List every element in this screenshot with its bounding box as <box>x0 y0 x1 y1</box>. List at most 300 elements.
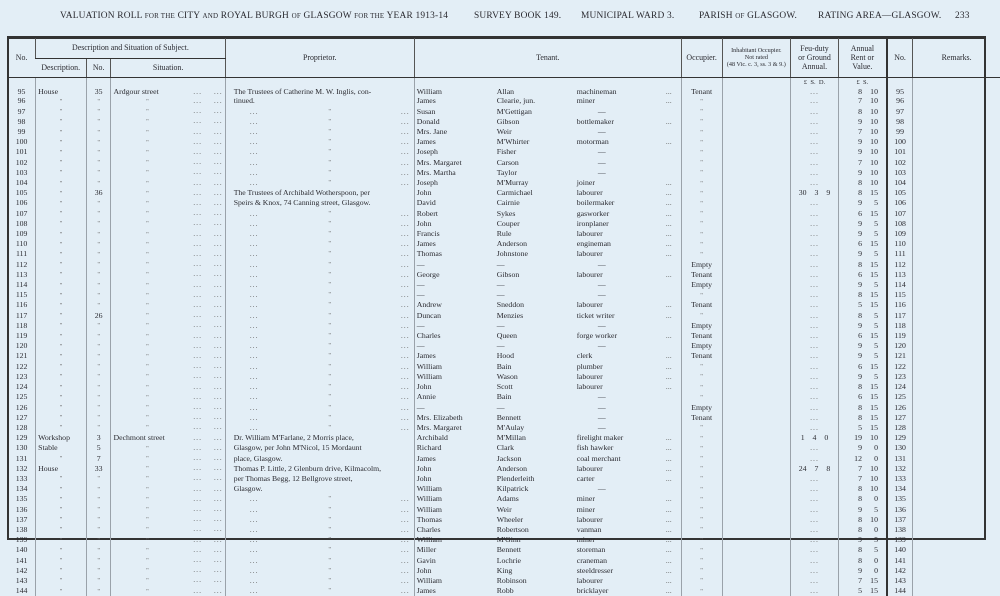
tenant-first-name: Thomas <box>416 249 442 259</box>
dots-leader: ... <box>193 453 203 463</box>
dots-leader: ... <box>213 585 223 595</box>
row-number-text: 120 <box>15 341 28 351</box>
proprietor-cell <box>225 157 414 167</box>
description-text: " <box>59 332 63 340</box>
proprietor-cell <box>225 433 414 443</box>
remarks-cell <box>913 555 1000 565</box>
dots-leader: ... <box>193 340 203 350</box>
tenant-first-name: Miller <box>416 545 437 555</box>
description-cell <box>36 116 87 126</box>
tenant-surname: Adams <box>496 494 519 504</box>
situation-text: " <box>146 312 149 320</box>
row-number-text: 111 <box>16 249 28 259</box>
tenant-surname: Anderson <box>496 239 528 249</box>
proprietor-cell <box>225 331 414 341</box>
dots-leader: ... <box>213 238 223 248</box>
ditto-mark: " <box>328 515 332 523</box>
row-number-right <box>887 361 913 371</box>
tenant-surname: — <box>496 402 505 412</box>
inhabitant-cell <box>722 116 791 126</box>
feu-duty-text: ... <box>810 269 819 279</box>
situation-text: " <box>146 536 149 544</box>
dots-leader: ... <box>213 187 223 197</box>
ditto-mark: " <box>328 321 332 329</box>
remarks-cell <box>913 535 1000 545</box>
table-row <box>8 147 1000 157</box>
dots-leader: ... <box>665 137 672 147</box>
tenant-first-name: John <box>416 463 432 473</box>
dots-leader: ... <box>400 280 410 290</box>
description-text: " <box>59 169 63 177</box>
annual-rent-cell <box>838 259 887 269</box>
feu-duty-cell <box>791 565 839 575</box>
row-number <box>8 87 36 96</box>
table-row <box>8 178 1000 188</box>
rent-pounds: 8 <box>858 555 862 565</box>
situation-text: " <box>146 516 149 524</box>
rent-pounds: 9 <box>858 147 862 157</box>
description-cell <box>36 239 87 249</box>
annual-rent-cell <box>838 116 887 126</box>
dots-leader: ... <box>193 126 203 136</box>
subject-number-text: 33 <box>94 463 103 473</box>
tenant-first-name: William <box>416 575 442 585</box>
ditto-mark: " <box>328 168 332 176</box>
row-number-text: 122 <box>15 361 28 371</box>
rent-shillings: 15 <box>870 402 878 412</box>
tenant-occupation: labourer <box>576 514 603 524</box>
table-row <box>8 127 1000 137</box>
description-cell <box>36 361 87 371</box>
tenant-first-name: James <box>416 586 436 596</box>
rent-shillings: 5 <box>874 249 878 259</box>
dots-leader: ... <box>193 146 203 156</box>
dots-leader: ... <box>193 279 203 289</box>
row-number-text: 100 <box>15 137 28 147</box>
tenant-first-name: William <box>416 86 442 96</box>
feu-duty-text: ... <box>810 96 819 106</box>
subject-number-cell <box>86 116 111 126</box>
situation-text: " <box>146 250 149 258</box>
dots-leader: ... <box>400 555 410 565</box>
dots-leader: ... <box>400 494 410 504</box>
feu-duty-text: ... <box>810 137 819 147</box>
rent-pounds: 7 <box>858 463 862 473</box>
proprietor-cell <box>225 341 414 351</box>
subject-number-cell <box>86 147 111 157</box>
row-number-right <box>887 524 913 534</box>
dots-leader: ... <box>249 300 259 310</box>
subject-number-cell <box>86 443 111 453</box>
dots-leader: ... <box>213 197 223 207</box>
subject-number-text: " <box>97 210 100 218</box>
subject-number-text: " <box>97 557 100 565</box>
rent-pounds: 5 <box>858 422 862 432</box>
ditto-mark: " <box>328 291 332 299</box>
subject-number-text: 35 <box>94 86 103 96</box>
occupier-cell <box>681 320 722 330</box>
tenant-cell <box>414 535 681 545</box>
dots-leader: ... <box>193 208 203 218</box>
feu-duty-text: ... <box>810 249 819 259</box>
proprietor-cell <box>225 178 414 188</box>
dots-leader: ... <box>400 524 410 534</box>
description-text: " <box>59 271 63 279</box>
ditto-mark: " <box>328 362 332 370</box>
remarks-cell <box>913 106 1000 116</box>
row-number <box>8 269 36 279</box>
occupier-text: Tenant <box>691 300 713 310</box>
rent-pounds: 8 <box>858 86 862 96</box>
inhabitant-cell <box>722 361 791 371</box>
annual-rent-cell <box>838 341 887 351</box>
situation-cell <box>111 382 225 392</box>
description-cell <box>36 412 87 422</box>
proprietor-text: Dr. William M'Farlane, 2 Morris place, <box>233 433 354 443</box>
row-number-right-text: 113 <box>894 269 906 279</box>
tenant-first-name: William <box>416 494 442 504</box>
ditto-mark: " <box>328 270 332 278</box>
dots-leader: ... <box>213 177 223 187</box>
description-cell <box>36 504 87 514</box>
dots-leader: ... <box>249 545 259 555</box>
tenant-occupation: steeldresser <box>576 565 614 575</box>
parish-part: PARISH <box>699 11 733 21</box>
inhabitant-cell <box>722 290 791 300</box>
dots-leader: ... <box>213 524 223 534</box>
dots-leader: ... <box>213 340 223 350</box>
dots-leader: ... <box>249 412 259 422</box>
rent-pounds: 6 <box>858 239 862 249</box>
tenant-surname: — <box>496 290 505 300</box>
row-number-text: 129 <box>15 433 28 443</box>
dots-leader: ... <box>665 218 672 228</box>
rent-pounds: 7 <box>858 157 862 167</box>
tenant-occupation: machineman <box>576 86 617 96</box>
description-cell <box>36 351 87 361</box>
row-number <box>8 504 36 514</box>
subject-number-text: 36 <box>94 188 103 198</box>
inhabitant-cell <box>722 310 791 320</box>
subject-number-text: " <box>97 495 100 503</box>
tenant-surname: Weir <box>496 127 512 137</box>
annual-rent-cell <box>838 178 887 188</box>
feu-duty-cell <box>791 218 839 228</box>
dots-leader: ... <box>249 392 259 402</box>
description-cell <box>36 208 87 218</box>
dots-leader: ... <box>249 137 259 147</box>
occupier-cell <box>681 575 722 585</box>
tenant-first-name: — <box>416 280 425 290</box>
occupier-text: " <box>700 291 703 299</box>
proprietor-cell <box>225 371 414 381</box>
rent-shillings: 5 <box>874 229 878 239</box>
occupier-text: " <box>700 138 703 146</box>
row-number-text: 131 <box>15 453 28 463</box>
description-text: " <box>59 536 63 544</box>
feu-duty-text: ... <box>810 535 819 545</box>
description-text: " <box>59 546 63 554</box>
description-cell <box>36 147 87 157</box>
description-text: " <box>59 148 63 156</box>
situation-cell <box>111 433 225 443</box>
rent-pounds: 8 <box>858 106 862 116</box>
tenant-surname: — <box>496 259 505 269</box>
subject-number-text: 5 <box>96 443 101 453</box>
unit-shilling: S. <box>810 78 816 86</box>
situation-cell <box>111 127 225 137</box>
inhabitant-cell <box>722 96 791 106</box>
feu-duty-text: ... <box>810 280 819 290</box>
description-text: " <box>59 301 63 309</box>
rent-shillings: 15 <box>870 361 878 371</box>
feu-duty-cell <box>791 320 839 330</box>
description-text: " <box>59 312 63 320</box>
row-number <box>8 565 36 575</box>
parish-part: OF <box>735 12 745 20</box>
tenant-occupation: ironplaner <box>576 218 609 228</box>
table-row <box>8 290 1000 300</box>
subject-number-text: " <box>97 250 100 258</box>
dots-leader: ... <box>400 310 410 320</box>
row-number-right <box>887 565 913 575</box>
situation-cell <box>111 443 225 453</box>
occupier-cell <box>681 371 722 381</box>
table-row <box>8 524 1000 534</box>
col-proprietor: Proprietor. <box>225 38 414 77</box>
dots-leader: ... <box>193 320 203 330</box>
dots-leader: ... <box>213 167 223 177</box>
table-row <box>8 229 1000 239</box>
col-inhabitant-line: Not rated <box>744 53 768 61</box>
title-part: ROYAL BURGH <box>220 11 290 21</box>
row-number <box>8 137 36 147</box>
proprietor-cell <box>225 127 414 137</box>
feu-duty-text: ... <box>810 331 819 341</box>
feu-duty-text: 30 3 9 <box>798 188 831 198</box>
dots-leader: ... <box>400 331 410 341</box>
rent-shillings: 10 <box>870 106 878 116</box>
proprietor-cell <box>225 382 414 392</box>
tenant-cell <box>414 473 681 483</box>
subject-number-text: " <box>97 546 100 554</box>
tenant-surname: M'Whirter <box>496 137 530 147</box>
rent-shillings: 0 <box>874 494 878 504</box>
inhabitant-cell <box>722 494 791 504</box>
occupier-cell <box>681 443 722 453</box>
dots-leader: ... <box>249 524 259 534</box>
dots-leader: ... <box>213 289 223 299</box>
tenant-occupation: gasworker <box>576 208 610 218</box>
proprietor-cell <box>225 290 414 300</box>
remarks-cell <box>913 514 1000 524</box>
row-number-right-text: 137 <box>894 514 906 524</box>
proprietor-text: place, Glasgow. <box>233 453 283 463</box>
dots-leader: ... <box>193 269 203 279</box>
remarks-cell <box>913 290 1000 300</box>
tenant-cell <box>414 555 681 565</box>
dots-leader: ... <box>193 391 203 401</box>
situation-text: " <box>146 281 149 289</box>
row-number-text: 112 <box>15 259 28 269</box>
tenant-occupation: forge worker <box>576 331 618 341</box>
tenant-occupation: — <box>597 147 606 157</box>
dots-leader: ... <box>249 535 259 545</box>
proprietor-cell <box>225 565 414 575</box>
occupier-text: " <box>700 506 703 514</box>
feu-duty-cell <box>791 310 839 320</box>
subject-number-text: " <box>97 352 100 360</box>
feu-duty-text: ... <box>810 524 819 534</box>
dots-leader: ... <box>665 96 672 106</box>
row-number-right <box>887 422 913 432</box>
row-number <box>8 484 36 494</box>
table-row <box>8 198 1000 208</box>
row-number <box>8 208 36 218</box>
situation-cell <box>111 188 225 198</box>
proprietor-cell <box>225 280 414 290</box>
subject-number-text: " <box>97 373 100 381</box>
subject-number-cell <box>86 320 111 330</box>
occupier-cell <box>681 402 722 412</box>
annual-rent-cell <box>838 504 887 514</box>
dots-leader: ... <box>213 493 223 503</box>
description-text: " <box>59 138 63 146</box>
row-number <box>8 178 36 188</box>
row-number-right <box>887 586 913 596</box>
subject-number-text: " <box>97 281 100 289</box>
table-row <box>8 514 1000 524</box>
rent-pounds: 7 <box>858 575 862 585</box>
tenant-cell <box>414 361 681 371</box>
feu-duty-text: ... <box>810 310 819 320</box>
row-number <box>8 341 36 351</box>
ditto-mark: " <box>328 158 332 166</box>
situation-text: " <box>146 546 149 554</box>
row-number-right-text: 98 <box>896 116 904 126</box>
tenant-first-name: James <box>416 453 436 463</box>
situation-cell <box>111 514 225 524</box>
occupier-cell <box>681 484 722 494</box>
inhabitant-cell <box>722 504 791 514</box>
rent-shillings: 10 <box>870 463 878 473</box>
ditto-mark: " <box>328 536 332 544</box>
ditto-mark: " <box>328 525 332 533</box>
situation-cell <box>111 331 225 341</box>
subject-number-cell <box>86 178 111 188</box>
row-number-text: 138 <box>15 524 28 534</box>
ditto-mark: " <box>328 301 332 309</box>
proprietor-cell <box>225 116 414 126</box>
table-row <box>8 494 1000 504</box>
annual-rent-cell <box>838 422 887 432</box>
subject-number-cell <box>86 300 111 310</box>
tenant-first-name: Richard <box>416 443 442 453</box>
feu-duty-text: ... <box>810 147 819 157</box>
remarks-cell <box>913 137 1000 147</box>
row-number-right <box>887 443 913 453</box>
proprietor-cell <box>225 259 414 269</box>
rent-pounds: 9 <box>858 443 862 453</box>
annual-rent-cell <box>838 87 887 96</box>
row-number-right <box>887 116 913 126</box>
description-cell <box>36 320 87 330</box>
proprietor-cell <box>225 96 414 106</box>
dots-leader: ... <box>249 259 259 269</box>
subject-number-cell <box>86 555 111 565</box>
tenant-occupation: fish hawker <box>576 443 614 453</box>
feu-duty-cell <box>791 137 839 147</box>
row-number <box>8 555 36 565</box>
occupier-text: " <box>700 546 703 554</box>
dots-leader: ... <box>665 208 672 218</box>
rent-shillings: 10 <box>870 96 878 106</box>
dots-leader: ... <box>249 157 259 167</box>
subject-number-cell <box>86 412 111 422</box>
dots-leader: ... <box>193 504 203 514</box>
annual-rent-cell <box>838 382 887 392</box>
description-cell <box>36 87 87 96</box>
tenant-occupation: — <box>597 167 606 177</box>
rent-shillings: 0 <box>874 524 878 534</box>
dots-leader: ... <box>400 412 410 422</box>
tenant-cell <box>414 524 681 534</box>
dots-leader: ... <box>249 422 259 432</box>
tenant-surname: Bain <box>496 361 512 371</box>
occupier-cell <box>681 229 722 239</box>
dots-leader: ... <box>193 534 203 544</box>
row-number <box>8 147 36 157</box>
dots-leader: ... <box>400 167 410 177</box>
situation-text: " <box>146 363 149 371</box>
rent-shillings: 10 <box>870 514 878 524</box>
feu-duty-cell <box>791 514 839 524</box>
dots-leader: ... <box>193 585 203 595</box>
row-number <box>8 586 36 596</box>
feu-duty-text: ... <box>810 351 819 361</box>
feu-duty-text: ... <box>810 514 819 524</box>
row-number-right-text: 99 <box>896 127 904 137</box>
tenant-cell <box>414 229 681 239</box>
proprietor-cell <box>225 218 414 228</box>
row-number-text: 128 <box>15 422 28 432</box>
tenant-occupation: — <box>597 422 606 432</box>
dots-leader: ... <box>249 208 259 218</box>
rent-pounds: 9 <box>858 137 862 147</box>
rent-shillings: 10 <box>870 137 878 147</box>
row-number <box>8 106 36 116</box>
dots-leader: ... <box>665 535 672 545</box>
dots-leader: ... <box>249 178 259 188</box>
situation-cell <box>111 300 225 310</box>
row-number-text: 123 <box>15 371 28 381</box>
remarks-cell <box>913 127 1000 137</box>
situation-text: " <box>146 271 149 279</box>
dots-leader: ... <box>665 229 672 239</box>
tenant-surname: M'Gettigan <box>496 106 532 116</box>
row-number-right-text: 97 <box>896 106 904 116</box>
dots-leader: ... <box>665 116 672 126</box>
proprietor-cell <box>225 361 414 371</box>
tenant-occupation: — <box>597 402 606 412</box>
row-number-right <box>887 310 913 320</box>
row-number-right-text: 102 <box>894 157 906 167</box>
dots-leader: ... <box>213 299 223 309</box>
subject-number-cell <box>86 463 111 473</box>
col-rent-line: Rent or <box>850 52 875 62</box>
subject-number-text: " <box>97 567 100 575</box>
inhabitant-cell <box>722 473 791 483</box>
